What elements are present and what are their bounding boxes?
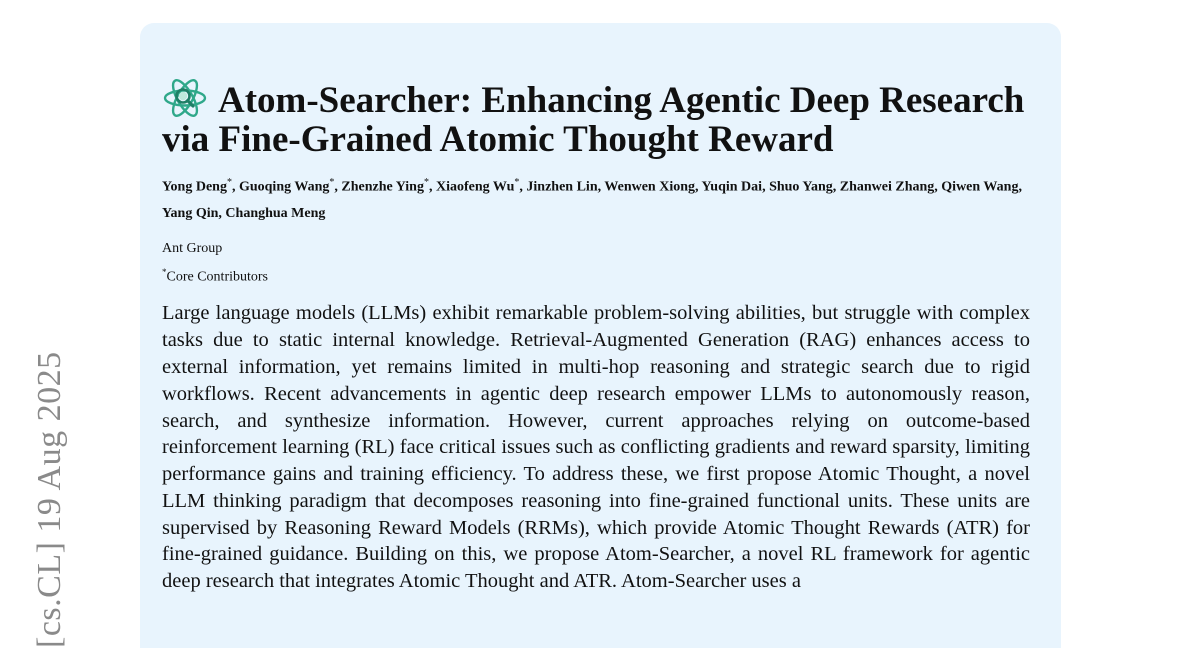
author-list: Yong Deng*, Guoqing Wang*, Zhenzhe Ying*, Xiaofeng Wu*, Jinzhen Lin, Wenwen Xiong, Yuqin Dai, Shuo Yang, Zhanwei Zhang, Qiwen Wang, Yang Qin, Changhua Meng [162,177,1022,221]
author-name: Changhua Meng [225,205,326,221]
author-name: Xiaofeng Wu [435,179,515,195]
author-name: Qiwen Wang [941,179,1019,195]
author-name: Zhanwei Zhang [839,179,935,195]
author-name: Yuqin Dai [701,179,763,195]
affiliation: Ant Group [162,240,223,256]
author-name: Guoqing Wang [238,179,330,195]
abstract-text: Large language models (LLMs) exhibit remarkable problem-solving abilities, but struggle with complex tasks due to static internal knowledge. Retrieval-Augmented Generation (RAG) enhances access to external information, yet remains limited in multi-hop reasoning and strategic search due to rigid workflows. Recent advancements in agentic deep research empower LLMs to autonomously reason, search, and synthesize information. However, current approaches relying on outcome-based reinforcement learning (RL) face critical issues such as conflicting gradients and reward sparsity, limiting performance gains and training efficiency. To address these, we first propose Atomic Thought, a novel LLM thinking paradigm that decomposes reasoning into fine-grained functional units. These units are supervised by Reasoning Reward Models (RRMs), which provide Atomic Thought Rewards (ATR) for fine-grained guidance. Building on this, we propose Atom-Searcher, a novel RL framework for agentic deep research that integrates Atomic Thought and ATR. Atom-Searcher uses a [162,302,1030,593]
author-name: Wenwen Xiong [604,179,695,195]
contributor-note [162,263,1030,287]
author-name: Yang Qin [162,205,219,221]
author-name: Jinzhen Lin [526,179,598,195]
paper-title [162,75,1030,158]
author-mark: * [226,177,232,188]
author-mark: * [514,177,520,188]
note-text: Core Contributors [166,269,268,285]
author-name: Zhenzhe Ying [341,179,424,195]
arxiv-side-stamp: [cs.CL] 19 Aug 2025 [31,351,68,648]
paper-header [162,75,1030,595]
author-name: Yong Deng [162,179,227,195]
atom-icon [162,75,208,121]
author-mark: * [423,177,429,188]
note-mark: * [162,266,167,277]
author-name: Shuo Yang [769,179,833,195]
title-text: Atom-Searcher: Enhancing Agentic Deep Research via Fine-Grained Atomic Thought Reward [162,80,1025,160]
author-mark: * [329,177,335,188]
paper-header-card [140,23,1061,648]
